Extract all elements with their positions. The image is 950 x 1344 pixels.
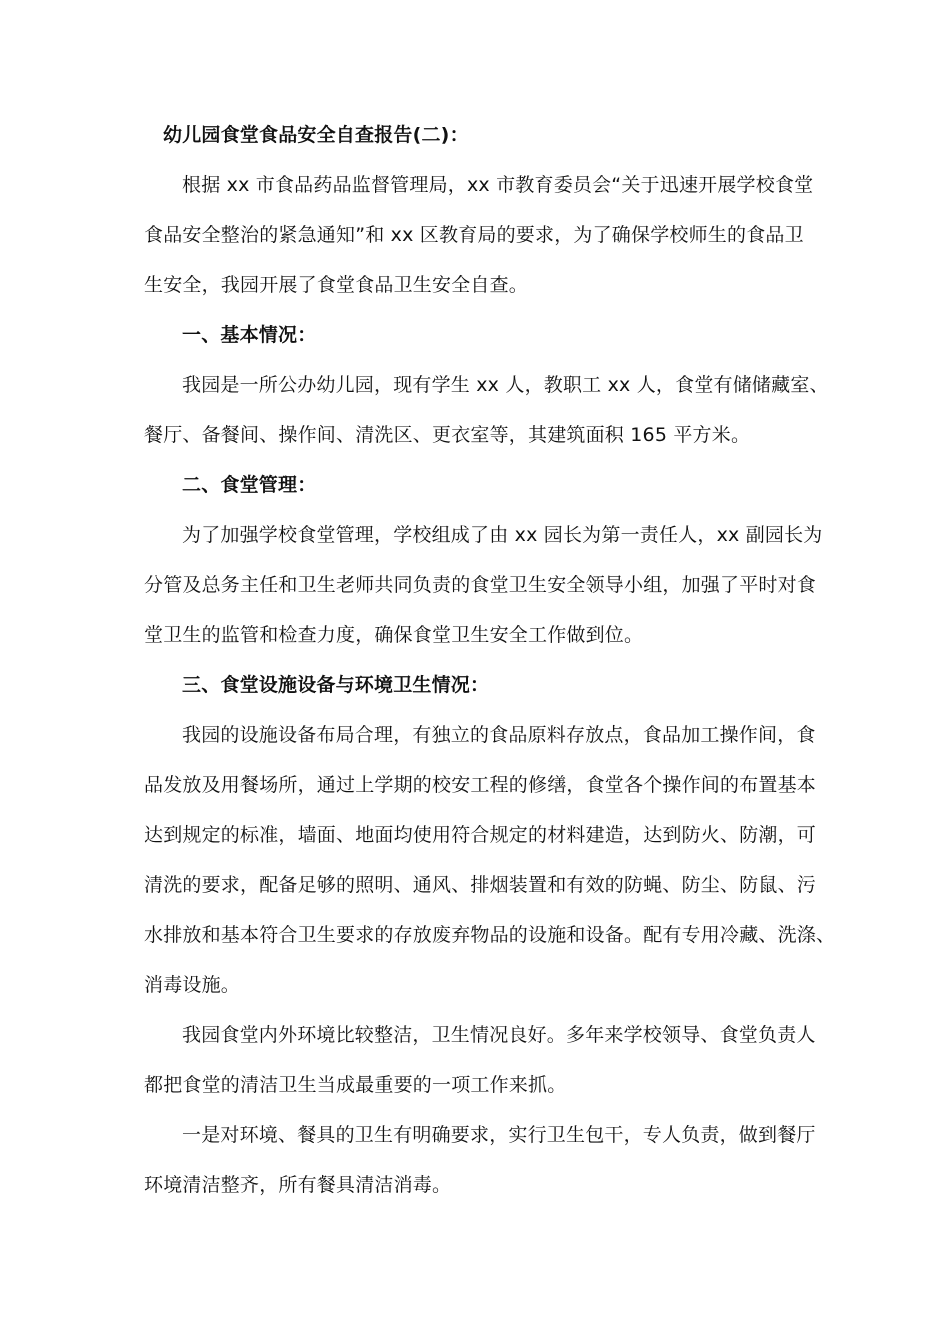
document-title: 幼儿园食堂食品安全自查报告(二)： [163, 124, 469, 146]
paragraph-hygiene-line-1: 一是对环境、餐具的卫生有明确要求，实行卫生包干，专人负责，做到餐厅 [182, 1124, 816, 1146]
paragraph-intro-line-1: 根据 xx 市食品药品监督管理局，xx 市教育委员会“关于迅速开展学校食堂 [182, 174, 814, 196]
paragraph-basic-line-2: 餐厅、备餐间、操作间、清洗区、更衣室等，其建筑面积 165 平方米。 [144, 424, 751, 446]
paragraph-facilities-line-4: 清洗的要求，配备足够的照明、通风、排烟装置和有效的防蝇、防尘、防鼠、污 [144, 874, 817, 896]
section-heading-basic: 一、基本情况： [182, 324, 317, 346]
paragraph-environment-line-2: 都把食堂的清洁卫生当成最重要的一项工作来抓。 [144, 1074, 567, 1096]
section-heading-management: 二、食堂管理： [182, 474, 317, 496]
paragraph-basic-line-1: 我园是一所公办幼儿园，现有学生 xx 人，教职工 xx 人，食堂有储储藏室、 [182, 374, 829, 396]
paragraph-intro-line-2: 食品安全整治的紧急通知”和 xx 区教育局的要求，为了确保学校师生的食品卫 [144, 224, 804, 246]
paragraph-facilities-line-5: 水排放和基本符合卫生要求的存放废弃物品的设施和设备。配有专用冷藏、洗涤、 [144, 924, 836, 946]
paragraph-facilities-line-1: 我园的设施设备布局合理，有独立的食品原料存放点，食品加工操作间，食 [182, 724, 816, 746]
paragraph-management-line-1: 为了加强学校食堂管理，学校组成了由 xx 园长为第一责任人，xx 副园长为 [182, 524, 823, 546]
paragraph-management-line-2: 分管及总务主任和卫生老师共同负责的食堂卫生安全领导小组，加强了平时对食 [144, 574, 817, 596]
paragraph-intro-line-3: 生安全，我园开展了食堂食品卫生安全自查。 [144, 274, 529, 296]
section-heading-facilities: 三、食堂设施设备与环境卫生情况： [182, 674, 490, 696]
paragraph-management-line-3: 堂卫生的监管和检查力度，确保食堂卫生安全工作做到位。 [144, 624, 644, 646]
paragraph-facilities-line-3: 达到规定的标准，墙面、地面均使用符合规定的材料建造，达到防火、防潮，可 [144, 824, 817, 846]
paragraph-hygiene-line-2: 环境清洁整齐，所有餐具清洁消毒。 [144, 1174, 452, 1196]
paragraph-facilities-line-2: 品发放及用餐场所，通过上学期的校安工程的修缮，食堂各个操作间的布置基本 [144, 774, 817, 796]
paragraph-facilities-line-6: 消毒设施。 [144, 974, 241, 996]
paragraph-environment-line-1: 我园食堂内外环境比较整洁，卫生情况良好。多年来学校领导、食堂负责人 [182, 1024, 816, 1046]
